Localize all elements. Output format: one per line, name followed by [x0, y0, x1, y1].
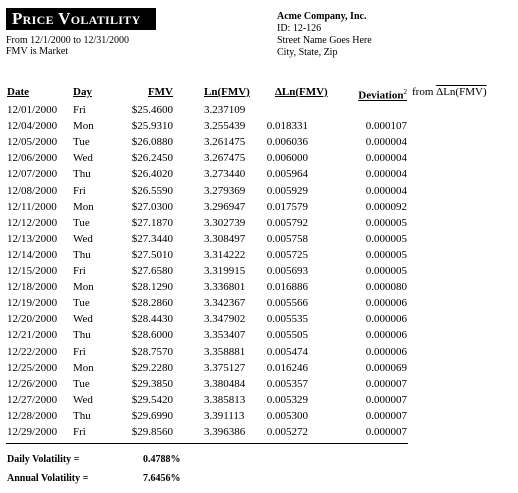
- cell-day: Mon: [73, 281, 94, 294]
- annual-volatility-value: 7.6456%: [143, 473, 181, 484]
- cell-date: 12/12/2000: [7, 216, 58, 229]
- cell-day: Mon: [73, 120, 94, 133]
- cell-delta-ln-fmv: 0.005535: [266, 313, 308, 326]
- cell-date: 12/11/2000: [7, 200, 57, 213]
- cell-delta-ln-fmv: 0.005566: [266, 297, 308, 310]
- cell-deviation: 0.000006: [365, 329, 407, 342]
- cell-deviation: 0.000004: [365, 184, 407, 197]
- cell-ln-fmv: 3.273440: [204, 168, 246, 181]
- annual-volatility-label: Annual Volatility =: [7, 473, 89, 484]
- cell-fmv: $29.3850: [131, 377, 173, 390]
- cell-date: 12/28/2000: [7, 409, 58, 422]
- cell-fmv: $27.1870: [131, 216, 173, 229]
- cell-day: Wed: [73, 393, 93, 406]
- cell-ln-fmv: 3.279369: [204, 184, 246, 197]
- cell-delta-ln-fmv: 0.005329: [266, 393, 308, 406]
- cell-date: 12/01/2000: [7, 104, 58, 116]
- company-city: City, State, Zip: [277, 47, 338, 58]
- cell-ln-fmv: 3.336801: [204, 281, 246, 294]
- company-name: Acme Company, Inc.: [277, 11, 367, 22]
- cell-day: Fri: [73, 265, 86, 277]
- cell-date: 12/27/2000: [7, 393, 58, 406]
- cell-ln-fmv: 3.267475: [204, 152, 246, 165]
- cell-deviation: 0.000004: [365, 136, 407, 149]
- deviation-note-from: from: [412, 86, 434, 98]
- cell-ln-fmv: 3.342367: [204, 297, 246, 310]
- cell-fmv: $29.2280: [131, 361, 173, 374]
- cell-deviation: 0.000004: [365, 168, 407, 181]
- col-header-fmv: FMV: [147, 86, 173, 98]
- table-row: [0, 231, 518, 247]
- cell-deviation: 0.000069: [365, 361, 407, 374]
- cell-date: 12/05/2000: [7, 136, 58, 149]
- cell-deviation: 0.000005: [365, 232, 407, 245]
- report-title-text: Price Volatility: [12, 9, 141, 28]
- cell-ln-fmv: 3.314222: [204, 248, 246, 261]
- cell-fmv: $27.6580: [131, 265, 173, 277]
- cell-date: 12/07/2000: [7, 168, 58, 181]
- cell-deviation: 0.000006: [365, 313, 407, 326]
- cell-deviation: 0.000006: [365, 297, 407, 310]
- cell-date: 12/21/2000: [7, 329, 58, 342]
- cell-date: 12/22/2000: [7, 345, 58, 358]
- cell-deviation: 0.000092: [365, 200, 407, 213]
- cell-fmv: $28.2860: [131, 297, 173, 310]
- cell-fmv: $28.6000: [131, 329, 173, 342]
- deviation-note: [412, 86, 487, 99]
- cell-delta-ln-fmv: 0.006036: [266, 136, 308, 149]
- cell-delta-ln-fmv: 0.005725: [266, 248, 308, 261]
- cell-ln-fmv: 3.255439: [204, 120, 246, 133]
- cell-date: 12/13/2000: [7, 232, 58, 245]
- cell-deviation: 0.000007: [365, 393, 407, 406]
- cell-fmv: $27.0300: [131, 200, 173, 213]
- table-row: [0, 327, 518, 343]
- cell-day: Thu: [73, 168, 91, 181]
- cell-delta-ln-fmv: 0.017579: [266, 200, 308, 213]
- cell-ln-fmv: 3.396386: [204, 426, 246, 438]
- cell-deviation: 0.000007: [365, 377, 407, 390]
- cell-date: 12/14/2000: [7, 248, 58, 261]
- col-header-date: Date: [7, 86, 29, 98]
- table-row: [0, 150, 518, 166]
- cell-date: 12/06/2000: [7, 152, 58, 165]
- table-row: [0, 183, 518, 199]
- cell-day: Wed: [73, 152, 93, 165]
- cell-fmv: $27.5010: [131, 248, 173, 261]
- table-row: [0, 166, 518, 182]
- table-row: [0, 118, 518, 134]
- table-row: [0, 102, 518, 118]
- cell-day: Mon: [73, 200, 94, 213]
- cell-ln-fmv: 3.296947: [204, 200, 246, 213]
- cell-day: Thu: [73, 248, 91, 261]
- cell-day: Wed: [73, 313, 93, 326]
- cell-deviation: 0.000005: [365, 216, 407, 229]
- cell-ln-fmv: 3.391113: [204, 409, 245, 422]
- daily-volatility-value: 0.4788%: [143, 454, 181, 465]
- cell-date: 12/20/2000: [7, 313, 58, 326]
- cell-fmv: $28.1290: [131, 281, 173, 294]
- cell-ln-fmv: 3.380484: [204, 377, 246, 390]
- cell-fmv: $28.7570: [131, 345, 173, 358]
- cell-date: 12/25/2000: [7, 361, 58, 374]
- cell-ln-fmv: 3.308497: [204, 232, 246, 245]
- table-row: [0, 311, 518, 327]
- fmv-note: FMV is Market: [6, 46, 69, 57]
- company-id: ID: 12-126: [277, 23, 322, 34]
- cell-fmv: $26.4020: [131, 168, 173, 181]
- col-header-deviation-label: Deviation: [358, 89, 404, 102]
- cell-ln-fmv: 3.237109: [204, 104, 246, 116]
- col-header-day: Day: [73, 86, 92, 98]
- cell-deviation: 0.000005: [365, 248, 407, 261]
- cell-deviation: 0.000107: [365, 120, 407, 133]
- cell-day: Fri: [73, 426, 86, 438]
- cell-delta-ln-fmv: 0.018331: [266, 120, 308, 133]
- cell-fmv: $25.4600: [131, 104, 173, 116]
- cell-deviation: 0.000080: [365, 281, 407, 294]
- cell-ln-fmv: 3.319915: [204, 265, 246, 277]
- cell-ln-fmv: 3.375127: [204, 361, 246, 374]
- daily-volatility-label: Daily Volatility =: [7, 454, 80, 465]
- cell-delta-ln-fmv: 0.005792: [266, 216, 308, 229]
- cell-date: 12/15/2000: [7, 265, 58, 277]
- cell-ln-fmv: 3.347902: [204, 313, 246, 326]
- cell-deviation: 0.000007: [365, 409, 407, 422]
- cell-fmv: $29.5420: [131, 393, 173, 406]
- cell-fmv: $29.8560: [131, 426, 173, 438]
- table-row: [0, 263, 518, 279]
- cell-fmv: $26.2450: [131, 152, 173, 165]
- table-row: [0, 279, 518, 295]
- cell-day: Thu: [73, 329, 91, 342]
- cell-day: Wed: [73, 232, 93, 245]
- cell-date: 12/19/2000: [7, 297, 58, 310]
- col-header-dln: ΔLn(FMV): [275, 86, 328, 98]
- cell-ln-fmv: 3.302739: [204, 216, 246, 229]
- table-row: [0, 424, 518, 440]
- cell-date: 12/18/2000: [7, 281, 58, 294]
- cell-fmv: $27.3440: [131, 232, 173, 245]
- cell-ln-fmv: 3.385813: [204, 393, 246, 406]
- table-row: [0, 199, 518, 215]
- cell-delta-ln-fmv: 0.006000: [266, 152, 308, 165]
- cell-fmv: $25.9310: [131, 120, 173, 133]
- cell-ln-fmv: 3.353407: [204, 329, 246, 342]
- cell-day: Tue: [73, 216, 90, 229]
- table-row: [0, 376, 518, 392]
- company-street: Street Name Goes Here: [277, 35, 372, 46]
- cell-deviation: 0.000006: [365, 345, 407, 358]
- table-row: [0, 247, 518, 263]
- cell-delta-ln-fmv: 0.005474: [266, 345, 308, 358]
- cell-delta-ln-fmv: 0.005693: [266, 265, 308, 277]
- deviation-note-ref: ΔLn(FMV): [436, 86, 487, 98]
- table-row: [0, 134, 518, 150]
- cell-fmv: $26.5590: [131, 184, 173, 197]
- cell-ln-fmv: 3.261475: [204, 136, 246, 149]
- cell-day: Fri: [73, 104, 86, 116]
- cell-date: 12/04/2000: [7, 120, 58, 133]
- cell-fmv: $26.0880: [131, 136, 173, 149]
- summary-divider: [6, 443, 408, 444]
- cell-deviation: 0.000005: [365, 265, 407, 277]
- col-header-ln: Ln(FMV): [204, 86, 250, 98]
- table-row: [0, 344, 518, 360]
- cell-day: Mon: [73, 361, 94, 374]
- cell-day: Tue: [73, 377, 90, 390]
- cell-date: 12/26/2000: [7, 377, 58, 390]
- cell-delta-ln-fmv: 0.016246: [266, 361, 308, 374]
- col-header-deviation: [358, 86, 407, 103]
- cell-delta-ln-fmv: 0.005357: [266, 377, 308, 390]
- cell-delta-ln-fmv: 0.005758: [266, 232, 308, 245]
- cell-delta-ln-fmv: 0.005300: [266, 409, 308, 422]
- cell-delta-ln-fmv: 0.016886: [266, 281, 308, 294]
- cell-day: Thu: [73, 409, 91, 422]
- table-row: [0, 295, 518, 311]
- cell-date: 12/08/2000: [7, 184, 58, 197]
- table-row: [0, 408, 518, 424]
- cell-deviation: 0.000007: [365, 426, 407, 438]
- table-row: [0, 392, 518, 408]
- cell-fmv: $29.6990: [131, 409, 173, 422]
- cell-day: Fri: [73, 345, 86, 358]
- cell-delta-ln-fmv: 0.005272: [266, 426, 308, 438]
- table-row: [0, 360, 518, 376]
- period-text: From 12/1/2000 to 12/31/2000: [6, 35, 130, 46]
- table-row: [0, 215, 518, 231]
- cell-delta-ln-fmv: 0.005505: [266, 329, 308, 342]
- cell-day: Fri: [73, 184, 86, 197]
- cell-ln-fmv: 3.358881: [204, 345, 246, 358]
- cell-delta-ln-fmv: 0.005929: [266, 184, 308, 197]
- cell-fmv: $28.4430: [131, 313, 173, 326]
- col-header-deviation-sup: 2: [403, 88, 407, 96]
- cell-delta-ln-fmv: 0.005964: [266, 168, 308, 181]
- cell-deviation: 0.000004: [365, 152, 407, 165]
- report-title: [6, 8, 156, 30]
- cell-day: Tue: [73, 297, 90, 310]
- cell-day: Tue: [73, 136, 90, 149]
- cell-date: 12/29/2000: [7, 426, 58, 438]
